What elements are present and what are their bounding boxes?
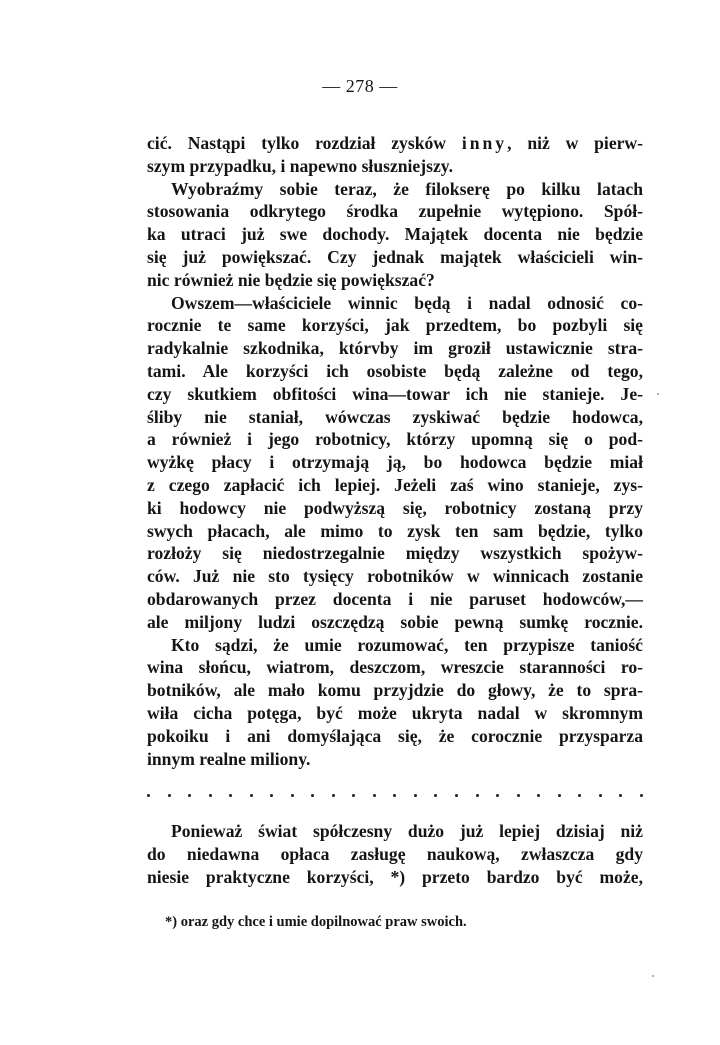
separator-dot <box>619 794 622 797</box>
paper-speck <box>657 393 659 395</box>
paragraph-start: Ponieważ świat spółczesny dużo już lepiej dzisiaj niż <box>171 821 643 841</box>
separator-dot <box>537 794 540 797</box>
text-line: czy skutkiem obfitości wina—towar ich nie stanieje. Je- <box>147 383 643 404</box>
separator-dot <box>291 794 294 797</box>
paragraph-start: Owszem—właściciele winnic będą i nadal odnosić co- <box>171 292 643 313</box>
separator-dot <box>373 794 376 797</box>
paragraph-start: Kto sądzi, że umie rozumować, ten przypisze taniość <box>171 634 643 655</box>
text-line: a również i jego robotnicy, którzy upomną się o pod- <box>147 429 643 450</box>
main-text-block <box>147 132 643 770</box>
text-line: innym realne miliony. <box>147 748 311 769</box>
text-line: wiła cicha potęga, być może ukryta nadal w skromnym <box>147 702 643 723</box>
text-line: rocznie te same korzyści, jak przedtem, bo pozbyli się <box>147 315 643 336</box>
separator-dot <box>332 794 335 797</box>
separator-dot <box>578 794 581 797</box>
text-line: nic również nie będzie się powiększać? <box>147 269 435 290</box>
separator-dot <box>476 794 479 797</box>
separator-dot <box>352 794 355 797</box>
separator-dot <box>311 794 314 797</box>
text-line: cić. Nastąpi tylko rozdział zysków inny, niż w pierw- <box>147 133 643 153</box>
separator-dot <box>270 794 273 797</box>
separator-dot <box>188 794 191 797</box>
separator-dot <box>496 794 499 797</box>
text-line: swych płacach, ale mimo to zysk ten sam będzie, tylko <box>147 520 643 541</box>
separator-dot <box>147 794 150 797</box>
text-line: niesie praktyczne korzyści, *) przeto bardzo być może, <box>147 866 643 887</box>
separator-dot <box>168 794 171 797</box>
text-line: się już powiększać. Czy jednak majątek właścicieli win- <box>147 246 643 267</box>
second-text-block <box>147 820 643 888</box>
footnote: *) oraz gdy chce i umie dopilnować praw swoich. <box>165 914 467 930</box>
text-line: ale miljony ludzi oszczędzą sobie pewną sumkę rocznie. <box>147 611 643 632</box>
separator-dot <box>558 794 561 797</box>
separator-dot <box>434 794 437 797</box>
text-line: radykalnie szkodnika, którvby im groził ustawicznie stra- <box>147 338 643 359</box>
text-line: pokoiku i ani domyślająca się, że corocznie przysparza <box>147 725 643 746</box>
text-line: stosowania odkrytego środka zupełnie wytępiono. Spół- <box>147 201 643 222</box>
separator-dot <box>414 794 417 797</box>
text-line: botników, ale mało komu przyjdzie do głowy, że to spra- <box>147 680 643 701</box>
dotted-separator <box>147 794 643 797</box>
text-line: do niedawna opłaca zasługę naukową, zwłaszcza gdy <box>147 843 643 864</box>
text-line: rozłoży się niedostrzegalnie między wszystkich spożyw- <box>147 543 643 564</box>
text-line: ka utraci już swe dochody. Majątek docenta nie będzie <box>147 224 643 245</box>
separator-dot <box>250 794 253 797</box>
text-line: śliby nie staniał, wówczas zyskiwać będzie hodowca, <box>147 406 643 427</box>
paragraph-start: Wyobraźmy sobie teraz, że filokserę po kilku latach <box>171 178 643 199</box>
text-line: tami. Ale korzyści ich osobiste będą zależne od tego, <box>147 360 643 381</box>
text-line: z czego zapłacić ich lepiej. Jeżeli zaś wino stanieje, zys- <box>147 474 643 495</box>
text-line: ców. Już nie sto tysięcy robotników w winnicach zostanie <box>147 566 643 587</box>
separator-dot <box>229 794 232 797</box>
separator-dot <box>393 794 396 797</box>
text-line: szym przypadku, i napewno słuszniejszy. <box>147 155 453 176</box>
text-line: wyżkę płacy i otrzymają ją, bo hodowca będzie miał <box>147 452 643 473</box>
page-number: — 278 — <box>322 76 398 96</box>
separator-dot <box>517 794 520 797</box>
text-line: wina słońcu, wiatrom, deszczom, wreszcie staranności ro- <box>147 657 643 678</box>
separator-dot <box>209 794 212 797</box>
separator-dot <box>455 794 458 797</box>
text-line: ki hodowcy nie podwyższą się, robotnicy zostaną przy <box>147 497 643 518</box>
separator-dot <box>640 794 643 797</box>
separator-dot <box>599 794 602 797</box>
text-line: obdarowanych przez docenta i nie paruset hodowców,— <box>147 588 643 609</box>
paper-speck <box>652 975 654 977</box>
